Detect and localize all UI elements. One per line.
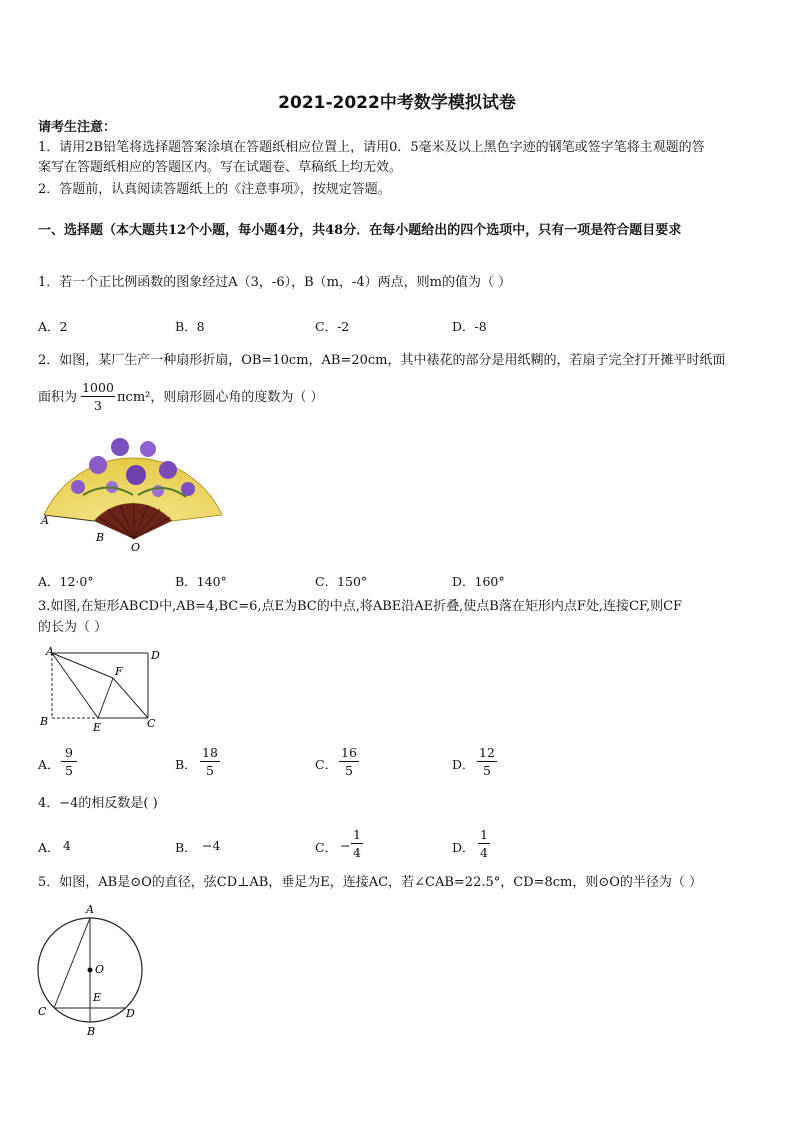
fraction-denominator: 5 <box>483 763 491 778</box>
q1-option-b: B．8 <box>175 319 205 334</box>
rect-label-f: F <box>115 665 123 678</box>
fraction-denominator: 3 <box>94 398 102 413</box>
q2-area-fraction <box>81 380 115 413</box>
fraction-denominator: 5 <box>206 763 214 778</box>
q1-option-c: C．-2 <box>315 319 350 334</box>
circle-label-c: C <box>38 1005 47 1018</box>
question-2-stem-line-1: 2．如图，某厂生产一种扇形折扇，OB=10cm，AB=20cm，其中裱花的部分是用纸糊的，若扇子完全打开摊平时纸面 <box>38 353 726 368</box>
fan-label-a: A <box>41 514 49 527</box>
q2-option-d: D．160° <box>452 574 505 589</box>
fraction-numerator: 16 <box>341 745 357 760</box>
q3-option-b-letter: B． <box>175 757 197 772</box>
rectangle-fold-figure <box>38 645 168 735</box>
question-4-stem: 4．−4的相反数是( ) <box>38 796 158 811</box>
notice-heading: 请考生注意： <box>38 120 117 135</box>
q2-option-b: B．140° <box>175 574 227 589</box>
q3-option-d-fraction <box>477 745 497 778</box>
fraction-denominator: 5 <box>65 763 73 778</box>
question-1-stem: 1．若一个正比例函数的图象经过A（3，-6），B（m，-4）两点，则m的值为（ ） <box>38 275 512 290</box>
question-2-stem-prefix: 面积为 <box>38 390 78 405</box>
q4-option-a-letter: A． <box>38 840 60 855</box>
q2-option-a: A．12·0° <box>38 574 94 589</box>
q4-option-d-letter: D． <box>452 840 475 855</box>
q3-option-d-letter: D． <box>452 757 475 772</box>
q4-option-b-value: −4 <box>202 838 221 853</box>
fraction-numerator: 1 <box>353 827 361 842</box>
question-2-stem-suffix: πcm²，则扇形圆心角的度数为（ ） <box>117 390 324 405</box>
circle-label-b: B <box>87 1025 96 1038</box>
circle-label-d: D <box>126 1007 135 1020</box>
fraction-denominator: 4 <box>480 845 488 860</box>
rect-label-e: E <box>93 721 102 734</box>
question-5-stem: 5．如图，AB是⊙O的直径，弦CD⊥AB，垂足为E，连接AC，若∠CAB=22.5°，CD=8cm，则⊙O的半径为（ ） <box>38 875 703 890</box>
fraction-denominator: 5 <box>345 763 353 778</box>
fraction-denominator: 4 <box>353 845 361 860</box>
q2-option-c: C．150° <box>315 574 368 589</box>
q3-option-c-letter: C． <box>315 757 338 772</box>
question-3-stem-line-1: 3.如图,在矩形ABCD中,AB=4,BC=6,点E为BC的中点,将ABE沿AE折叠,使点B落在矩形内点F处,连接CF,则CF <box>38 599 683 614</box>
rect-label-a: A <box>46 645 54 658</box>
q4-option-d-fraction <box>478 827 490 860</box>
fan-label-b: B <box>96 531 105 544</box>
q4-option-c-fraction <box>351 827 363 860</box>
fraction-numerator: 9 <box>65 745 73 760</box>
rect-label-d: D <box>151 649 160 662</box>
notice-item-1-line-2: 案写在答题纸相应的答题区内。写在试题卷、草稿纸上均无效。 <box>38 160 403 175</box>
q4-option-c-sign: − <box>340 838 351 853</box>
q3-option-b-fraction <box>200 745 220 778</box>
notice-item-2: 2．答题前，认真阅读答题纸上的《注意事项》，按规定答题。 <box>38 182 391 197</box>
question-3-stem-line-2: 的长为（ ） <box>38 620 108 635</box>
q3-option-a-letter: A． <box>38 757 60 772</box>
notice-item-1-line-1: 1．请用2B铅笔将选择题答案涂填在答题纸相应位置上，请用0．5毫米及以上黑色字迹的钢笔或签字笔将主观题的答 <box>38 140 705 155</box>
fraction-numerator: 1000 <box>82 380 114 395</box>
fraction-numerator: 1 <box>480 827 488 842</box>
q1-option-d: D．-8 <box>452 319 487 334</box>
rect-label-c: C <box>147 717 156 730</box>
q3-option-c-fraction <box>339 745 359 778</box>
q3-option-a-fraction <box>61 745 77 778</box>
q1-option-a: A．2 <box>38 319 68 334</box>
folding-fan-figure <box>38 425 228 557</box>
circle-label-e: E <box>93 991 102 1004</box>
exam-title: 2021-2022中考数学模拟试卷 <box>278 93 516 113</box>
fan-label-o: O <box>131 541 141 554</box>
circle-label-a: A <box>86 903 94 916</box>
rect-label-b: B <box>40 715 49 728</box>
section-heading: 一、选择题（本大题共12个小题，每小题4分，共48分．在每小题给出的四个选项中，只有一项是符合题目要求 <box>38 223 682 238</box>
fraction-numerator: 18 <box>202 745 218 760</box>
fraction-numerator: 12 <box>479 745 495 760</box>
circle-label-o: O <box>95 963 105 976</box>
circle-figure <box>34 900 146 1040</box>
q4-option-b-letter: B． <box>175 840 197 855</box>
q4-option-a-value: 4 <box>63 838 71 853</box>
q4-option-c-letter: C． <box>315 840 338 855</box>
